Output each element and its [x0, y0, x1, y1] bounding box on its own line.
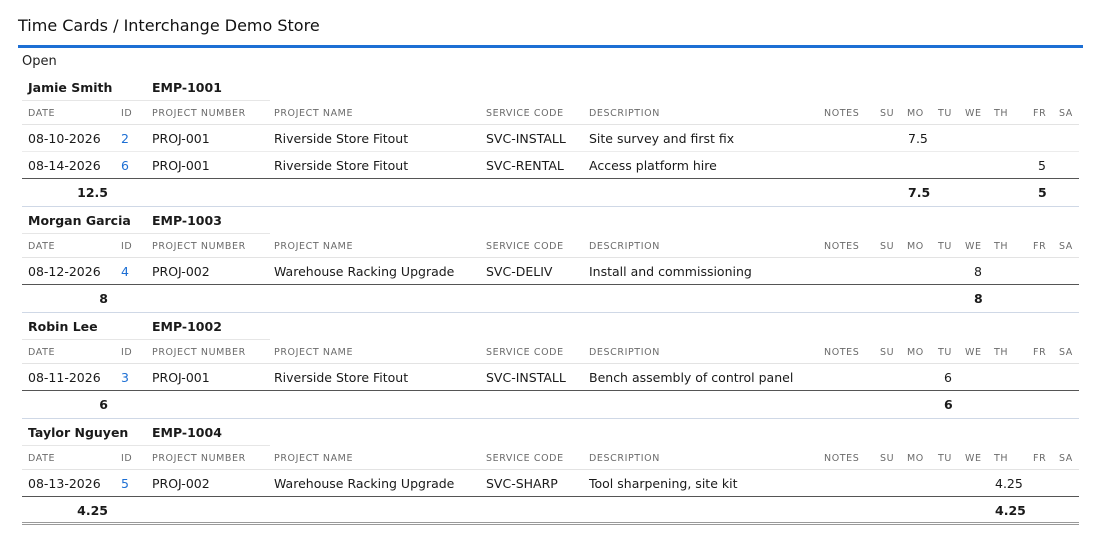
employee-name: Taylor Nguyen — [28, 425, 129, 440]
column-header: WE — [965, 347, 982, 358]
column-header: TH — [994, 241, 1009, 252]
total-row — [22, 285, 1079, 313]
entry-description: Access platform hire — [589, 158, 717, 173]
column-header: DESCRIPTION — [589, 108, 660, 119]
column-header: SA — [1059, 108, 1073, 119]
column-header-row — [22, 234, 1079, 258]
entry-id-link[interactable]: 3 — [121, 370, 129, 385]
total-hours: 12.5 — [77, 185, 108, 200]
column-header: PROJECT NUMBER — [152, 347, 246, 358]
column-header: DESCRIPTION — [589, 241, 660, 252]
column-header: WE — [965, 241, 982, 252]
column-header: SERVICE CODE — [486, 241, 564, 252]
employee-header — [22, 313, 1079, 340]
employee-id: EMP-1004 — [152, 425, 222, 440]
column-header: TH — [994, 347, 1009, 358]
column-header: SERVICE CODE — [486, 347, 564, 358]
table-row — [22, 152, 1079, 179]
employee-id: EMP-1001 — [152, 80, 222, 95]
column-header: FR — [1033, 453, 1047, 464]
entry-service-code: SVC-INSTALL — [486, 131, 566, 146]
entry-date: 08-13-2026 — [28, 476, 101, 491]
employee-block — [22, 313, 1079, 419]
employee-block — [22, 74, 1079, 207]
column-header: TH — [994, 108, 1009, 119]
entry-description: Bench assembly of control panel — [589, 370, 794, 385]
column-header: MO — [907, 241, 924, 252]
entry-description: Site survey and first fix — [589, 131, 735, 146]
column-header: NOTES — [824, 453, 860, 464]
column-header: SU — [880, 453, 895, 464]
entry-description: Tool sharpening, site kit — [589, 476, 738, 491]
title-rule — [18, 45, 1083, 48]
column-header: NOTES — [824, 241, 860, 252]
table-row — [22, 125, 1079, 152]
column-header: DESCRIPTION — [589, 453, 660, 464]
column-header: DESCRIPTION — [589, 347, 660, 358]
employee-name: Morgan Garcia — [28, 213, 131, 228]
employee-name: Robin Lee — [28, 319, 98, 334]
entry-id-link[interactable]: 4 — [121, 264, 129, 279]
entry-hours-fr: 5 — [1038, 158, 1046, 173]
entry-service-code: SVC-SHARP — [486, 476, 558, 491]
entry-service-code: SVC-DELIV — [486, 264, 553, 279]
day-total-fr: 5 — [1038, 185, 1047, 200]
column-header: TH — [994, 453, 1009, 464]
column-header: ID — [121, 453, 133, 464]
column-header: FR — [1033, 108, 1047, 119]
column-header: MO — [907, 453, 924, 464]
column-header: ID — [121, 347, 133, 358]
entry-project-name: Riverside Store Fitout — [274, 158, 409, 173]
column-header: SU — [880, 108, 895, 119]
employee-id: EMP-1002 — [152, 319, 222, 334]
entry-hours-th: 4.25 — [995, 476, 1023, 491]
total-hours: 4.25 — [77, 503, 108, 518]
entry-id-link[interactable]: 6 — [121, 158, 129, 173]
entry-date: 08-11-2026 — [28, 370, 101, 385]
entry-service-code: SVC-RENTAL — [486, 158, 564, 173]
table-row — [22, 258, 1079, 285]
entry-id-link[interactable]: 5 — [121, 476, 129, 491]
total-row — [22, 391, 1079, 419]
entry-project-name: Riverside Store Fitout — [274, 370, 409, 385]
column-header: PROJECT NAME — [274, 347, 354, 358]
day-total-tu: 6 — [944, 397, 953, 412]
entry-project-number: PROJ-002 — [152, 264, 210, 279]
entry-hours-tu: 6 — [944, 370, 952, 385]
column-header: DATE — [28, 108, 56, 119]
day-total-mo: 7.5 — [908, 185, 931, 200]
column-header: DATE — [28, 453, 56, 464]
column-header-row — [22, 101, 1079, 125]
column-header: FR — [1033, 241, 1047, 252]
entry-description: Install and commissioning — [589, 264, 752, 279]
column-header-row — [22, 446, 1079, 470]
entry-project-number: PROJ-001 — [152, 131, 210, 146]
page-title: Time Cards / Interchange Demo Store — [18, 16, 320, 35]
employee-block — [22, 419, 1079, 525]
column-header: WE — [965, 453, 982, 464]
table-row — [22, 364, 1079, 391]
column-header: PROJECT NUMBER — [152, 453, 246, 464]
entry-project-number: PROJ-002 — [152, 476, 210, 491]
employee-header — [22, 207, 1079, 234]
column-header: SERVICE CODE — [486, 108, 564, 119]
column-header: MO — [907, 347, 924, 358]
column-header: SU — [880, 241, 895, 252]
column-header: SA — [1059, 453, 1073, 464]
day-total-we: 8 — [974, 291, 983, 306]
entry-project-name: Riverside Store Fitout — [274, 131, 409, 146]
column-header: MO — [907, 108, 924, 119]
total-hours: 6 — [99, 397, 108, 412]
employee-header — [22, 419, 1079, 446]
entry-hours-we: 8 — [974, 264, 982, 279]
column-header: TU — [938, 347, 952, 358]
column-header: SA — [1059, 241, 1073, 252]
column-header: DATE — [28, 347, 56, 358]
column-header: PROJECT NUMBER — [152, 241, 246, 252]
entry-hours-mo: 7.5 — [908, 131, 928, 146]
entry-date: 08-14-2026 — [28, 158, 101, 173]
entry-project-name: Warehouse Racking Upgrade — [274, 264, 455, 279]
entry-project-name: Warehouse Racking Upgrade — [274, 476, 455, 491]
total-row — [22, 497, 1079, 525]
column-header: WE — [965, 108, 982, 119]
column-header: SA — [1059, 347, 1073, 358]
total-hours: 8 — [99, 291, 108, 306]
column-header: TU — [938, 453, 952, 464]
entry-project-number: PROJ-001 — [152, 158, 210, 173]
timecard-sheet — [22, 74, 1079, 525]
entry-date: 08-12-2026 — [28, 264, 101, 279]
column-header: DATE — [28, 241, 56, 252]
employee-name: Jamie Smith — [28, 80, 113, 95]
table-row — [22, 470, 1079, 497]
column-header: ID — [121, 241, 133, 252]
column-header: NOTES — [824, 347, 860, 358]
employee-block — [22, 207, 1079, 313]
total-row — [22, 179, 1079, 207]
day-total-th: 4.25 — [995, 503, 1026, 518]
column-header: SERVICE CODE — [486, 453, 564, 464]
column-header-row — [22, 340, 1079, 364]
entry-date: 08-10-2026 — [28, 131, 101, 146]
entry-id-link[interactable]: 2 — [121, 131, 129, 146]
column-header: TU — [938, 108, 952, 119]
column-header: FR — [1033, 347, 1047, 358]
column-header: PROJECT NAME — [274, 453, 354, 464]
status-label: Open — [22, 54, 57, 69]
entry-project-number: PROJ-001 — [152, 370, 210, 385]
column-header: TU — [938, 241, 952, 252]
employee-id: EMP-1003 — [152, 213, 222, 228]
column-header: ID — [121, 108, 133, 119]
column-header: PROJECT NAME — [274, 241, 354, 252]
column-header: PROJECT NUMBER — [152, 108, 246, 119]
column-header: NOTES — [824, 108, 860, 119]
column-header: PROJECT NAME — [274, 108, 354, 119]
entry-service-code: SVC-INSTALL — [486, 370, 566, 385]
column-header: SU — [880, 347, 895, 358]
employee-header — [22, 74, 1079, 101]
